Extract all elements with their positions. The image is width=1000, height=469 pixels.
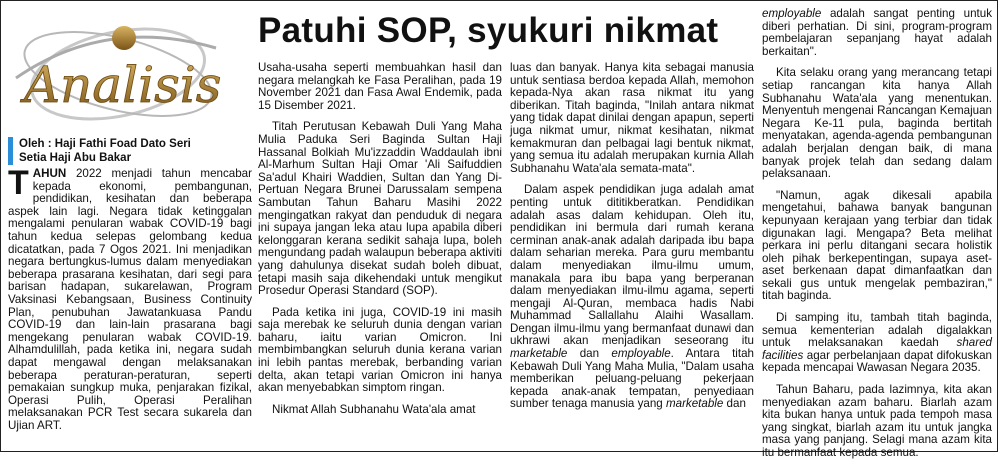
analisis-logo [6, 8, 246, 128]
article-column-3 [510, 62, 754, 420]
paragraph-text: dan [723, 397, 746, 411]
byline-line-2: Setia Haji Abu Bakar [19, 152, 132, 164]
paragraph-text: 2022 menjadi tahun mencabar kepada ekonomi, pembangunan, pendidikan, kesihatan dan beberapa aspek lain lagi. Negara tidak ketinggalan mengalami penularan wabak COVID-19 bagi tahun kedua selepas gelombang kedua dicatatkan, pada 7 Ogos 2021. Ini menjadikan negara bertungkus-lumus dalam menyediakan beberapa prasarana kesihatan, dari segi para barisan hadapan, sukarelawan, Program Vaksinasi Kebangsaan, Business Continuity Plan, penubuhan Jawatankuasa Pandu COVID-19 dan lain-lain prasarana bagi mengekang penularan wabak COVID-19. Alhamdulillah, pada ketika ini, negara sudah dapat mengawal dengan melaksanakan beberapa peraturan-peraturan, seperti pemakaian sungkup muka, penjarakan fizikal, Operasi Pulih, Operasi Peralihan melaksanakan PCR Test secara sukarela dan Ujian ART. [8, 167, 252, 432]
byline [8, 137, 259, 165]
paragraph [762, 8, 992, 58]
article-column-1 [8, 164, 252, 441]
paragraph: Pada ketika ini juga, COVID-19 ini masih saja merebak ke seluruh dunia dengan varian baharu, iaitu varian Omicron. Ini membimbangkan seluruh dunia kerana varian ini lebih pantas merebak, berbanding varian delta, akan tetapi varian Omicron ini hanya akan menyebabkan simptom ringan. [258, 305, 502, 395]
headline: Patuhi SOP, syukuri nikmat [258, 11, 719, 50]
paragraph: luas dan banyak. Hanya kita sebagai manusia untuk sentiasa berdoa kepada Allah, memohon kepada-Nya akan rasa nikmat itu yang diberikan. Titah baginda, "Inilah antara nikmat yang tidak dapat dinilai dengan apapun, seperti juga nikmat umur, nikmat kesihatan, nikmat kemakmuran dan pelbagai lagi bentuk nikmat, yang semua itu adalah merupakan kurnia Allah Subhanahu Wata'ala semata-mata". [510, 61, 754, 175]
paragraph [8, 164, 252, 432]
paragraph: Kita selaku orang yang merancang tetapi setiap rancangan kita hanya Allah Subhanahu Wata'ala yang menentukan. Menyentuh mengenai Rancangan Kemajuan Negara Ke-11 pula, baginda bertitah menyatakan, agenda-agenda pembangunan adalah berjalan dengan baik, di mana banyak projek telah dan sedang dalam pelaksanaan. [762, 66, 992, 181]
paragraph-text: adalah sangat penting untuk diberi perhatian. Di sini, program-program pembelajaran sepanjang hayat adalah berkaitan". [762, 7, 992, 58]
article-column-4 [762, 8, 992, 469]
byline-line-1: Oleh : Haji Fathi Foad Dato Seri [19, 138, 191, 150]
paragraph-text: dan [567, 347, 612, 361]
emphasis: shared facilities [762, 336, 992, 362]
logo-text: Analisis [24, 56, 222, 114]
paragraph: Titah Perutusan Kebawah Duli Yang Maha Mulia Paduka Seri Baginda Sultan Haji Hassanal Bolkiah Mu'izzaddin Waddaulah ibni Al-Marhum Sultan Haji Omar 'Ali Saifuddien Sa'adul Khairi Waddien, Sultan dan Yang Di-Pertuan Negara Brunei Darussalam sempena Sambutan Tahun Baharu Masihi 2022 mengingatkan rakyat dan penduduk di negara ini supaya jangan leka atau lupa apabila diberi kelonggaran kerana sedikit sahaja lupa, boleh mengundang padah walaupun beberapa aktiviti yang dahulunya disekat sudah boleh dibuat, tetapi masih saja dikehendaki untuk mengikut Prosedur Operasi Standard (SOP). [258, 120, 502, 298]
paragraph: Tahun Baharu, pada lazimnya, kita akan menyediakan azam baharu. Biarlah azam kita bukan hanya untuk pada tempoh masa yang singkat, biarlah azam itu untuk jangka masa yang panjang. Selagi mana azam kita itu bermanfaat kepada semua. [762, 383, 992, 459]
paragraph-text: . Antara titah Kebawah Duli Yang Maha Mulia, "Dalam usaha memberikan peluang-peluang pekerjaan kepada anak-anak tempatan, penyediaan sumber tenaga manusia yang [510, 347, 754, 411]
emphasis: employable [762, 7, 822, 20]
emphasis: marketable [665, 397, 724, 411]
article-column-2 [258, 62, 502, 425]
paragraph: Nikmat Allah Subhanahu Wata'ala amat [272, 402, 476, 416]
paragraph: "Namun, agak dikesali apabila mengetahui, bahawa banyak bangunan kepunyaan kerajaan yang terbiar dan tidak digunakan lagi. Mengapa? Beta melihat perkara ini perlu ditangani secara holistik oleh pihak berkepentingan, supaya aset-aset berkenaan dapat dimanfaatkan dan sekali gus untuk mengelak pembaziran," titah baginda. [762, 188, 992, 303]
emphasis: employable [611, 347, 671, 361]
emphasis: marketable [510, 347, 568, 361]
paragraph [510, 184, 754, 411]
paragraph-text: agar perbelanjaan dapat difokuskan kepada mencapai Wawasan Negara 2035. [762, 348, 992, 375]
paragraph-text: Di samping itu, tambah titah baginda, semua kementerian adalah digalakkan untuk melaksanakan kaedah [762, 311, 992, 350]
first-word: AHUN [32, 167, 67, 180]
drop-cap: T [8, 164, 29, 202]
paragraph-text: Dalam aspek pendidikan juga adalah amat penting untuk dititikberatkan. Pendidikan adalah asas dalam kehidupan. Oleh itu, pendidikan ini bermula dari rumah kerana cerminan anak-anak adalah daripada ibu bapa dalam seharian mereka. Para guru membantu dalam menyediakan ilmu-ilmu umum, manakala para ibu bapa yang berperanan dalam menyediakan ilmu-ilmu agama, seperti mengaji Al-Quran, membaca hadis Nabi Muhammad Sallallahu Alaihi Wasallam. Dengan ilmu-ilmu yang bermanfaat dunawi dan ukhrawi akan menjadikan seseorang itu [510, 183, 754, 348]
paragraph: Usaha-usaha seperti membuahkan hasil dan negara melangkah ke Fasa Peralihan, pada 19 November 2021 dan Fasa Awal Endemik, pada 15 Disember 2021. [258, 61, 502, 112]
paragraph [762, 312, 992, 375]
